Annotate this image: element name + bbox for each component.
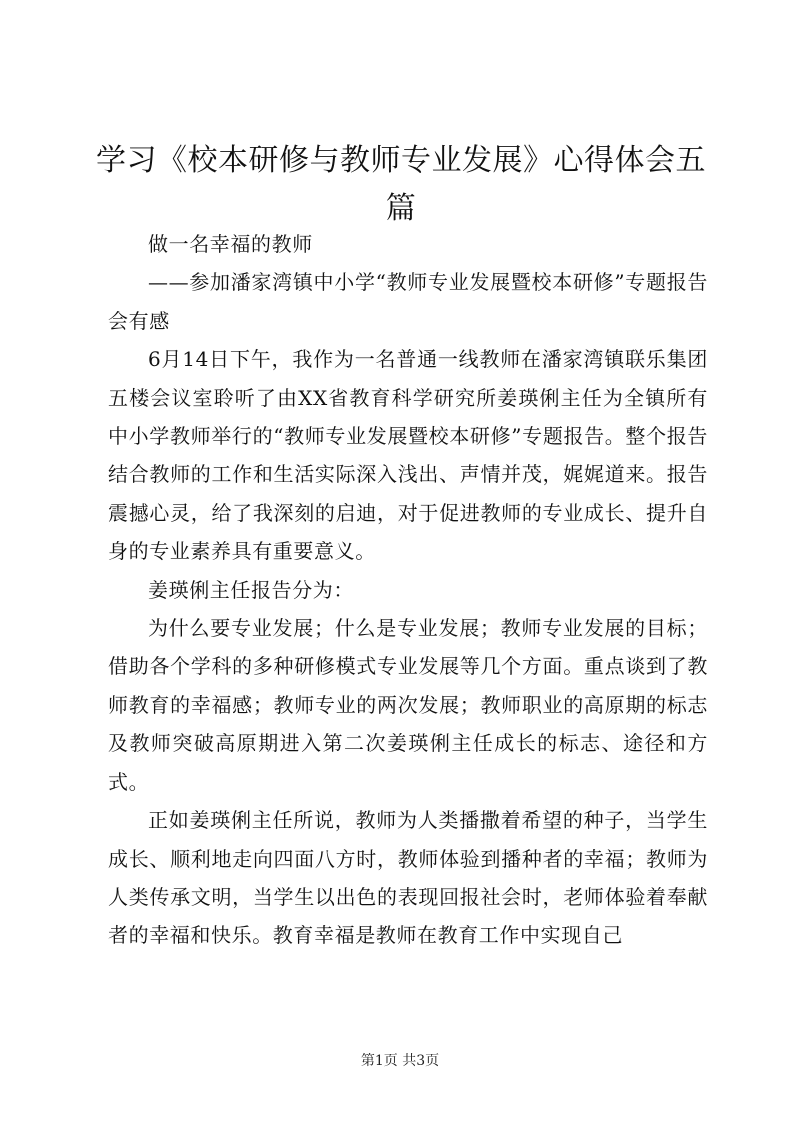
paragraph: 正如姜瑛俐主任所说，教师为人类播撒着希望的种子，当学生成长、顺利地走向四面八方时，教师体验到播种者的幸福；教师为人类传承文明，当学生以出色的表现回报社会时，老师体验着奉献者的幸福和快乐。教育幸福是教师在教育工作中实现自己 bbox=[108, 808, 708, 948]
paragraph: 6月14日下午，我作为一名普通一线教师在潘家湾镇联乐集团五楼会议室聆听了由XX省教育科学研究所姜瑛俐主任为全镇所有中小学教师举行的“教师专业发展暨校本研修”专题报告。整个报告结合教师的工作和生活实际深入浅出、声情并茂，娓娓道来。报告震撼心灵，给了我深刻的启迪，对于促进教师的专业成长、提升自身的专业素养具有重要意义。 bbox=[108, 347, 708, 564]
paragraph: 为什么要专业发展；什么是专业发展；教师专业发展的目标；借助各个学科的多种研修模式专业发展等几个方面。重点谈到了教师教育的幸福感；教师专业的两次发展；教师职业的高原期的标志及教师突破高原期进入第二次姜瑛俐主任成长的标志、途径和方式。 bbox=[108, 616, 708, 794]
paragraph-heading: 做一名幸福的教师 bbox=[148, 232, 313, 256]
paragraph: 姜瑛俐主任报告分为： bbox=[148, 577, 354, 602]
page-footer: 第1页 共3页 bbox=[360, 1053, 440, 1069]
paragraph-subtitle: ——参加潘家湾镇中小学“教师专业发展暨校本研修”专题报告会有感 bbox=[108, 270, 708, 333]
document-body bbox=[108, 225, 708, 955]
document-title: 学习《校本研修与教师专业发展》心得体会五篇 bbox=[96, 143, 706, 226]
